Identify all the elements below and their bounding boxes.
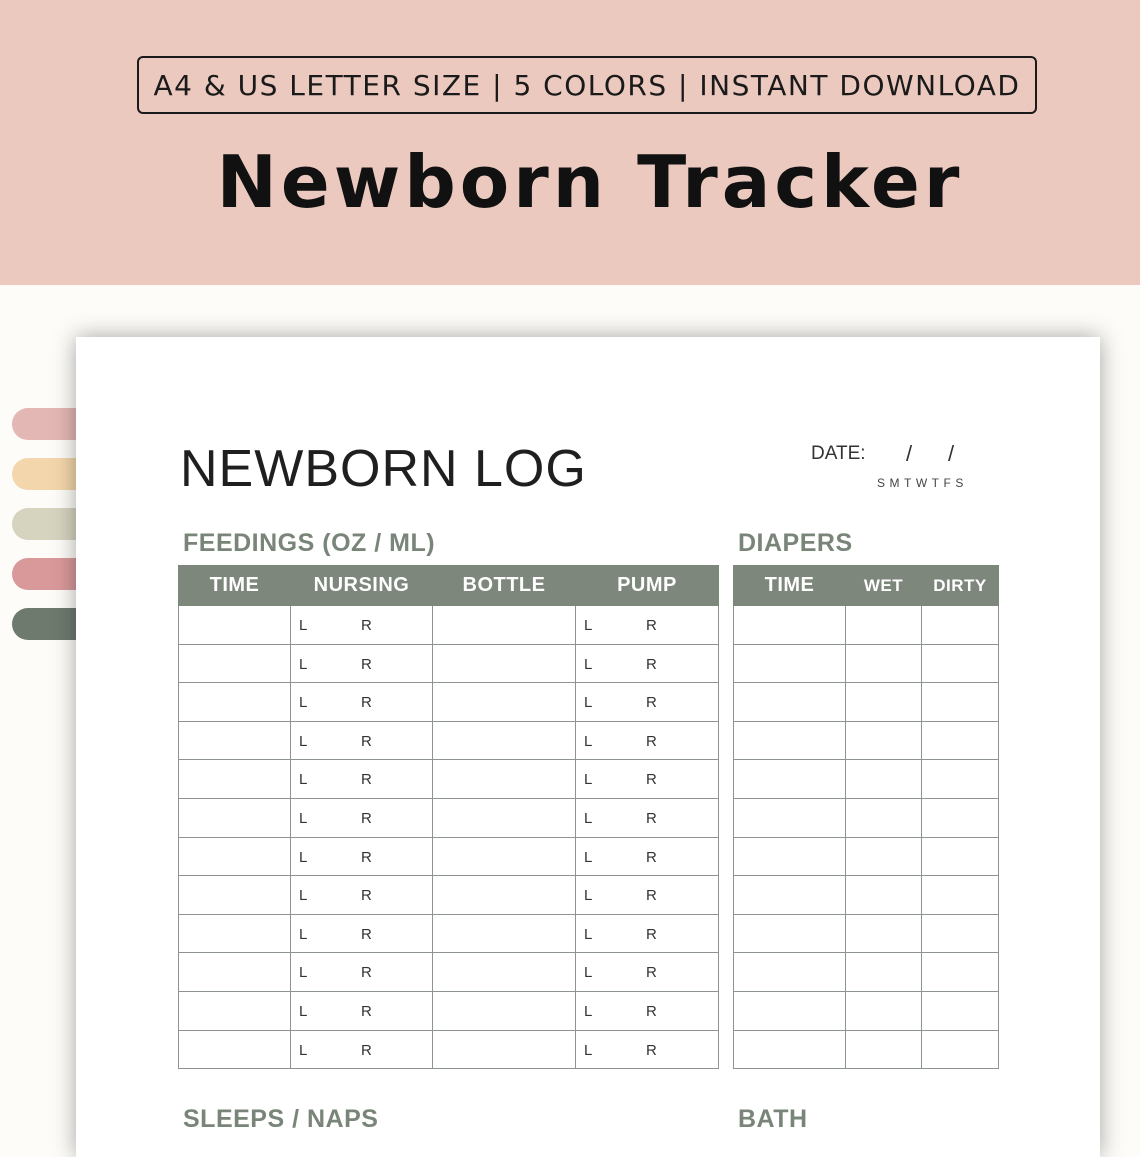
column-header-nursing: NURSING <box>291 566 433 606</box>
table-row <box>179 606 719 645</box>
bath-title: BATH <box>738 1105 808 1133</box>
left-side-mark: L <box>584 925 593 943</box>
table-row <box>734 953 999 992</box>
table-cell[interactable] <box>846 837 922 876</box>
table-row <box>734 991 999 1030</box>
left-side-mark: L <box>584 809 593 827</box>
table-cell[interactable] <box>433 644 576 683</box>
table-cell[interactable] <box>179 953 291 992</box>
table-row <box>734 914 999 953</box>
banner-title: Newborn Tracker <box>216 140 964 224</box>
table-cell[interactable] <box>576 876 719 915</box>
table-cell[interactable] <box>922 1030 999 1069</box>
left-side-mark: L <box>299 617 308 634</box>
table-cell[interactable] <box>734 837 846 876</box>
table-cell[interactable] <box>179 837 291 876</box>
right-side-mark: R <box>361 964 372 982</box>
table-cell[interactable] <box>291 760 433 799</box>
diapers-table <box>733 565 999 1069</box>
right-side-mark: R <box>361 617 372 634</box>
table-row <box>734 683 999 722</box>
table-cell[interactable] <box>734 606 846 645</box>
left-side-mark: L <box>584 771 593 789</box>
table-cell[interactable] <box>734 760 846 799</box>
table-cell[interactable] <box>846 953 922 992</box>
tagline-box: A4 & US LETTER SIZE | 5 COLORS | INSTANT DOWNLOAD <box>137 56 1037 114</box>
diapers-rows <box>734 606 999 1069</box>
table-row <box>179 721 719 760</box>
table-cell[interactable] <box>922 953 999 992</box>
weekday-letters: SMTWTFS <box>877 476 968 490</box>
table-cell[interactable] <box>734 798 846 837</box>
left-side-mark: L <box>299 655 308 673</box>
right-side-mark: R <box>361 1041 372 1059</box>
date-label: DATE: <box>811 443 866 464</box>
left-side-mark: L <box>299 848 308 866</box>
right-side-mark: R <box>361 694 372 712</box>
right-side-mark: R <box>646 887 657 905</box>
table-cell[interactable] <box>846 991 922 1030</box>
table-cell[interactable] <box>734 644 846 683</box>
right-side-mark: R <box>646 809 657 827</box>
table-cell[interactable] <box>576 760 719 799</box>
date-separator: / <box>948 441 955 466</box>
right-side-mark: R <box>361 732 372 750</box>
diapers-title: DIAPERS <box>738 529 853 557</box>
left-side-mark: L <box>299 732 308 750</box>
printable-sheet <box>76 337 1100 1157</box>
column-header-dirty: DIRTY <box>922 566 999 606</box>
table-cell[interactable] <box>433 721 576 760</box>
table-cell[interactable] <box>291 683 433 722</box>
table-cell[interactable] <box>576 914 719 953</box>
left-side-mark: L <box>299 771 308 789</box>
table-cell[interactable] <box>433 606 576 645</box>
table-cell[interactable] <box>291 953 433 992</box>
column-header-bottle: BOTTLE <box>433 566 576 606</box>
table-row <box>179 1030 719 1069</box>
left-side-mark: L <box>584 1041 593 1059</box>
left-side-mark: L <box>584 732 593 750</box>
table-row <box>734 798 999 837</box>
feedings-rows <box>179 606 719 1069</box>
left-side-mark: L <box>299 1041 308 1059</box>
table-cell[interactable] <box>576 683 719 722</box>
right-side-mark: R <box>361 887 372 905</box>
table-cell[interactable] <box>179 914 291 953</box>
sleeps-title: SLEEPS / NAPS <box>183 1105 379 1133</box>
table-row <box>179 798 719 837</box>
table-cell[interactable] <box>179 644 291 683</box>
table-row <box>734 837 999 876</box>
table-cell[interactable] <box>734 876 846 915</box>
table-cell[interactable] <box>734 683 846 722</box>
table-cell[interactable] <box>433 837 576 876</box>
table-row <box>179 876 719 915</box>
table-row <box>179 683 719 722</box>
log-title: NEWBORN LOG <box>180 440 587 498</box>
table-cell[interactable] <box>576 837 719 876</box>
table-cell[interactable] <box>291 876 433 915</box>
table-cell[interactable] <box>846 1030 922 1069</box>
table-cell[interactable] <box>922 991 999 1030</box>
right-side-mark: R <box>646 732 657 750</box>
table-row <box>734 1030 999 1069</box>
table-cell[interactable] <box>291 606 433 645</box>
feedings-table <box>178 565 719 1069</box>
column-header-pump: PUMP <box>576 566 719 606</box>
table-cell[interactable] <box>846 721 922 760</box>
right-side-mark: R <box>361 1002 372 1020</box>
left-side-mark: L <box>584 655 593 673</box>
feedings-title: FEEDINGS (OZ / ML) <box>183 529 436 557</box>
right-side-mark: R <box>646 617 657 634</box>
table-cell[interactable] <box>433 1030 576 1069</box>
left-side-mark: L <box>584 848 593 866</box>
table-cell[interactable] <box>922 798 999 837</box>
table-cell[interactable] <box>291 914 433 953</box>
right-side-mark: R <box>646 964 657 982</box>
right-side-mark: R <box>646 655 657 673</box>
table-cell[interactable] <box>922 876 999 915</box>
table-row <box>734 876 999 915</box>
table-cell[interactable] <box>291 991 433 1030</box>
table-cell[interactable] <box>846 606 922 645</box>
table-cell[interactable] <box>922 721 999 760</box>
left-side-mark: L <box>584 617 593 634</box>
table-cell[interactable] <box>291 837 433 876</box>
left-side-mark: L <box>584 964 593 982</box>
right-side-mark: R <box>361 771 372 789</box>
table-row <box>179 953 719 992</box>
table-row <box>734 644 999 683</box>
table-cell[interactable] <box>734 721 846 760</box>
left-side-mark: L <box>299 1002 308 1020</box>
table-cell[interactable] <box>576 606 719 645</box>
column-header-wet: WET <box>846 566 922 606</box>
left-side-mark: L <box>584 887 593 905</box>
left-side-mark: L <box>584 1002 593 1020</box>
table-cell[interactable] <box>922 606 999 645</box>
table-row <box>179 760 719 799</box>
table-cell[interactable] <box>734 1030 846 1069</box>
table-cell[interactable] <box>576 798 719 837</box>
table-row <box>179 644 719 683</box>
table-cell[interactable] <box>179 606 291 645</box>
table-cell[interactable] <box>922 683 999 722</box>
left-side-mark: L <box>299 809 308 827</box>
right-side-mark: R <box>646 771 657 789</box>
left-side-mark: L <box>584 694 593 712</box>
column-header-time: TIME <box>734 566 846 606</box>
table-cell[interactable] <box>734 953 846 992</box>
right-side-mark: R <box>646 1041 657 1059</box>
left-side-mark: L <box>299 887 308 905</box>
table-cell[interactable] <box>922 644 999 683</box>
right-side-mark: R <box>646 694 657 712</box>
left-side-mark: L <box>299 925 308 943</box>
table-cell[interactable] <box>846 798 922 837</box>
right-side-mark: R <box>646 925 657 943</box>
table-cell[interactable] <box>433 760 576 799</box>
table-cell[interactable] <box>734 914 846 953</box>
table-cell[interactable] <box>846 914 922 953</box>
table-cell[interactable] <box>576 1030 719 1069</box>
table-cell[interactable] <box>846 760 922 799</box>
header-banner <box>0 0 1140 285</box>
table-row <box>734 760 999 799</box>
table-row <box>179 837 719 876</box>
right-side-mark: R <box>646 848 657 866</box>
table-cell[interactable] <box>922 837 999 876</box>
table-cell[interactable] <box>922 760 999 799</box>
right-side-mark: R <box>361 809 372 827</box>
right-side-mark: R <box>646 1002 657 1020</box>
table-cell[interactable] <box>433 798 576 837</box>
table-cell[interactable] <box>576 991 719 1030</box>
table-row <box>734 721 999 760</box>
left-side-mark: L <box>299 694 308 712</box>
table-cell[interactable] <box>846 876 922 915</box>
table-cell[interactable] <box>734 991 846 1030</box>
left-side-mark: L <box>299 964 308 982</box>
table-cell[interactable] <box>179 721 291 760</box>
column-header-time: TIME <box>179 566 291 606</box>
table-cell[interactable] <box>179 798 291 837</box>
table-cell[interactable] <box>291 1030 433 1069</box>
right-side-mark: R <box>361 925 372 943</box>
table-cell[interactable] <box>433 876 576 915</box>
table-cell[interactable] <box>433 991 576 1030</box>
table-cell[interactable] <box>291 644 433 683</box>
table-cell[interactable] <box>576 721 719 760</box>
right-side-mark: R <box>361 655 372 673</box>
table-cell[interactable] <box>433 953 576 992</box>
table-cell[interactable] <box>576 953 719 992</box>
table-cell[interactable] <box>291 798 433 837</box>
table-cell[interactable] <box>291 721 433 760</box>
right-side-mark: R <box>361 848 372 866</box>
table-row <box>179 991 719 1030</box>
table-cell[interactable] <box>179 876 291 915</box>
table-cell[interactable] <box>922 914 999 953</box>
table-cell[interactable] <box>179 760 291 799</box>
date-separator: / <box>906 441 913 466</box>
table-cell[interactable] <box>433 914 576 953</box>
table-cell[interactable] <box>179 683 291 722</box>
table-cell[interactable] <box>576 644 719 683</box>
table-cell[interactable] <box>846 683 922 722</box>
table-cell[interactable] <box>179 1030 291 1069</box>
table-cell[interactable] <box>846 644 922 683</box>
table-row <box>179 914 719 953</box>
table-cell[interactable] <box>433 683 576 722</box>
table-cell[interactable] <box>179 991 291 1030</box>
table-row <box>734 606 999 645</box>
